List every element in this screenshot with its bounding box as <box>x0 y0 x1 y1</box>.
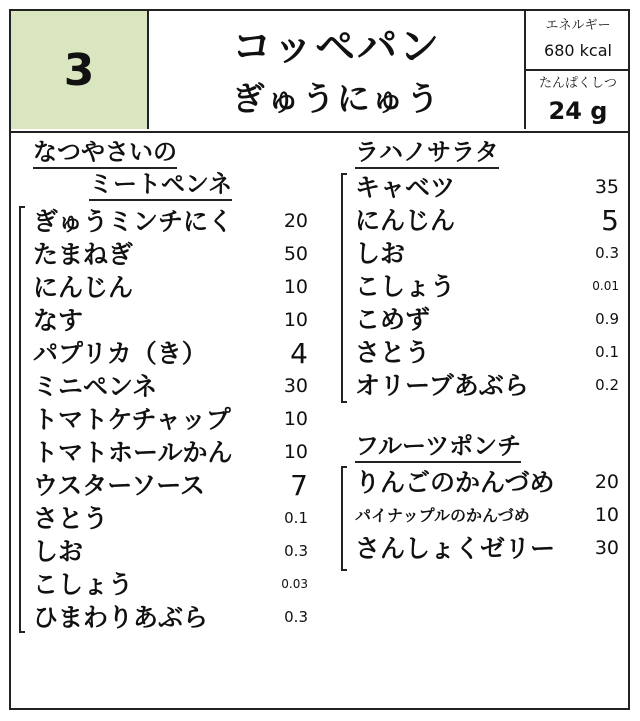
ingredient-name: トマトホールかん <box>33 438 233 467</box>
ingredient-amount: 0.2 <box>595 376 619 394</box>
ingredient-name: たまねぎ <box>33 240 134 269</box>
ingredient-row <box>33 568 308 601</box>
dish1-bracket <box>19 206 25 633</box>
ingredient-row <box>33 403 308 436</box>
ingredient-name: さとう <box>33 504 109 533</box>
ingredient-name: さとう <box>355 338 431 367</box>
ingredient-row <box>355 204 625 237</box>
ingredient-name: オリーブあぶら <box>355 371 529 400</box>
ingredient-name: にんじん <box>33 273 134 302</box>
ingredient-row <box>33 304 308 337</box>
dish3-bracket <box>341 466 347 571</box>
menu-card <box>9 9 630 710</box>
ingredient-amount: 0.01 <box>592 279 619 293</box>
ingredient-name: りんごのかんづめ <box>355 468 555 497</box>
dish3-title: フルーツポンチ <box>355 431 521 463</box>
protein-value: 24 g <box>548 97 608 125</box>
energy-box <box>526 11 630 71</box>
ingredient-row <box>33 337 308 370</box>
ingredient-row <box>355 237 625 270</box>
ingredient-name: パプリカ（き） <box>33 339 207 368</box>
ingredient-amount: 30 <box>594 537 619 559</box>
protein-label: たんぱくしつ <box>538 76 617 91</box>
ingredient-row <box>33 271 308 304</box>
ingredient-row <box>33 601 308 634</box>
ingredient-name: ミニペンネ <box>33 372 158 401</box>
ingredient-name: こしょう <box>33 570 134 599</box>
ingredient-amount: 7 <box>290 469 308 502</box>
ingredient-amount: 0.9 <box>595 310 619 328</box>
nutrition-info <box>524 11 630 129</box>
ingredient-row <box>355 532 625 565</box>
dish1-title-line-2: ミートペンネ <box>89 169 232 201</box>
ingredient-name: トマトケチャップ <box>33 405 231 434</box>
ingredient-row <box>355 303 625 336</box>
dish1-title-line-1: なつやさいの <box>33 137 177 169</box>
ingredient-name: こしょう <box>355 272 456 301</box>
ingredient-amount: 10 <box>594 504 619 526</box>
title-line-1: コッペパン <box>231 24 442 70</box>
ingredient-row <box>33 502 308 535</box>
ingredient-amount: 10 <box>283 408 308 430</box>
ingredient-name: なす <box>33 306 84 335</box>
ingredient-name: しお <box>33 537 84 566</box>
menu-title <box>149 11 524 129</box>
menu-header <box>11 11 628 133</box>
menu-number: 3 <box>11 11 149 129</box>
ingredient-amount: 4 <box>290 337 308 370</box>
ingredient-amount: 10 <box>283 276 308 298</box>
ingredient-name: キャベツ <box>355 173 456 202</box>
ingredient-amount: 20 <box>283 210 308 232</box>
ingredient-row <box>355 270 625 303</box>
ingredient-row <box>355 336 625 369</box>
ingredient-name: ひまわりあぶら <box>33 603 209 632</box>
ingredient-amount: 10 <box>283 441 308 463</box>
ingredient-row <box>33 535 308 568</box>
dish2-title: ラハノサラタ <box>355 137 499 169</box>
ingredient-row <box>355 369 625 402</box>
ingredient-amount: 0.3 <box>284 608 308 626</box>
ingredient-amount: 20 <box>594 471 619 493</box>
energy-value: 680 kcal <box>544 41 612 60</box>
ingredient-amount: 0.1 <box>284 509 308 527</box>
ingredient-row <box>355 171 625 204</box>
ingredient-name: こめず <box>355 305 431 334</box>
ingredient-amount: 0.3 <box>284 542 308 560</box>
ingredient-name: ウスターソース <box>33 471 206 500</box>
title-line-2: ぎゅうにゅう <box>231 79 442 118</box>
ingredient-row <box>33 370 308 403</box>
ingredient-amount: 0.3 <box>595 244 619 262</box>
ingredient-amount: 0.03 <box>281 577 308 591</box>
ingredient-amount: 50 <box>283 243 308 265</box>
ingredient-name: にんじん <box>355 206 456 235</box>
ingredient-amount: 35 <box>594 176 619 198</box>
ingredient-row <box>355 499 625 532</box>
dish2-bracket <box>341 173 347 403</box>
ingredient-name: さんしょくゼリー <box>355 534 556 563</box>
ingredient-amount: 30 <box>283 375 308 397</box>
ingredient-name: パイナップルのかんづめ <box>355 506 530 525</box>
ingredient-name: ぎゅうミンチにく <box>33 207 234 236</box>
ingredient-amount: 0.1 <box>595 343 619 361</box>
energy-label: エネルギー <box>545 18 611 33</box>
ingredient-row <box>33 469 308 502</box>
ingredient-amount: 10 <box>283 309 308 331</box>
ingredient-amount: 5 <box>601 204 619 237</box>
ingredient-row <box>355 466 625 499</box>
ingredient-row <box>33 238 308 271</box>
ingredient-row <box>33 436 308 469</box>
ingredient-name: しお <box>355 239 406 268</box>
ingredient-row <box>33 205 308 238</box>
